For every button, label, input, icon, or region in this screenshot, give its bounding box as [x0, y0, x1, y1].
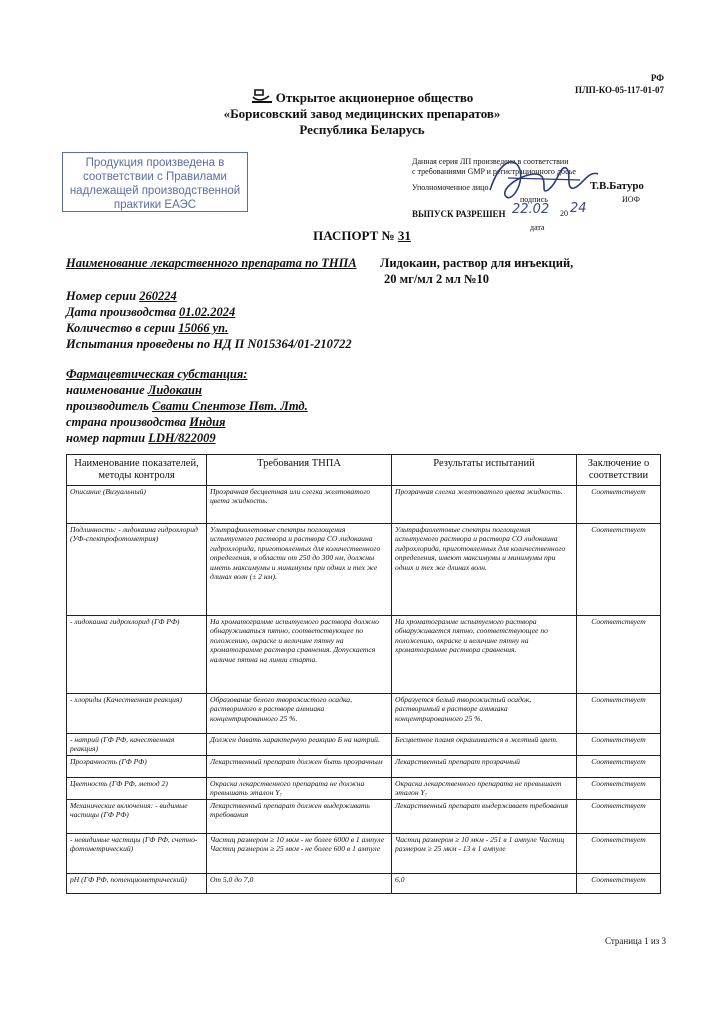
- gmp-stamp-line1: Продукция произведена в: [85, 157, 225, 169]
- cell-requirement: Образование белого творожистого осадка, растворимого в растворе аммиака концентрированного 25 %.: [207, 694, 392, 734]
- table-row: [67, 800, 661, 834]
- cell-conclusion: Соответствует: [577, 486, 661, 524]
- date-caption: дата: [530, 223, 545, 232]
- series-number-row: [66, 288, 177, 304]
- cell-conclusion: Соответствует: [577, 778, 661, 800]
- company-header-line1: Открытое акционерное общество: [275, 90, 474, 105]
- gmp-stamp-line4: практики ЕАЭС: [113, 199, 197, 211]
- passport-number: 31: [397, 228, 411, 243]
- cell-conclusion: Соответствует: [577, 800, 661, 834]
- header-requirements: Требования ТНПА: [207, 455, 392, 486]
- table-row: [67, 756, 661, 778]
- cell-indicator: pH (ГФ РФ, потенциометрический): [67, 874, 207, 894]
- test-results-table: [66, 454, 661, 894]
- company-logo-icon: [251, 88, 273, 104]
- gmp-stamp-line2: соответствии с Правилами: [83, 171, 227, 183]
- table-header-row: [67, 455, 661, 486]
- release-date-year-prefix: 20: [560, 209, 568, 218]
- cell-result: Лекарственный препарат выдерживает требования: [392, 800, 577, 834]
- cell-conclusion: Соответствует: [577, 874, 661, 894]
- cell-result: Частиц размером ≥ 10 мкм - 251 в 1 ампуле Частиц размером ≥ 25 мкм - 13 в 1 ампуле: [392, 834, 577, 874]
- cell-result: Бесцветное пламя окрашивается в желтый цвет.: [392, 734, 577, 756]
- cell-requirement: Прозрачная бесцветная или слегка желтоватого цвета жидкость.: [207, 486, 392, 524]
- cell-result: Ультрафиолетовые спектры поглощения испытуемого раствора и раствора СО лидокаина гидрохлорида, приготовленных для количественного определения, имеют максимумы и минимумы при одних и тех же длинах волн.: [392, 524, 577, 616]
- cell-conclusion: Соответствует: [577, 756, 661, 778]
- release-line2: с требованиями GMP и регистрационного досье: [412, 167, 576, 176]
- cell-indicator: - невидимые частицы (ГФ РФ, счетно-фотометрический): [67, 834, 207, 874]
- initials-caption: ИОФ: [622, 195, 640, 204]
- cell-result: 6,0: [392, 874, 577, 894]
- cell-conclusion: Соответствует: [577, 616, 661, 694]
- cell-conclusion: Соответствует: [577, 694, 661, 734]
- passport-title: [0, 228, 724, 244]
- substance-batch-row: [66, 430, 216, 446]
- header-indicators: Наименование показателей, методы контроля: [67, 455, 207, 486]
- cell-requirement: Окраска лекарственного препарата не должна превышать эталон Y₇: [207, 778, 392, 800]
- substance-batch-label: номер партии: [66, 431, 146, 445]
- header-results: Результаты испытаний: [392, 455, 577, 486]
- production-date-value: 01.02.2024: [179, 305, 236, 319]
- cell-conclusion: Соответствует: [577, 834, 661, 874]
- cell-indicator: - хлориды (Качественная реакция): [67, 694, 207, 734]
- table-row: [67, 734, 661, 756]
- substance-country-row: [66, 414, 225, 430]
- substance-heading: Фармацевтическая субстанция:: [66, 367, 248, 381]
- table-row: [67, 874, 661, 894]
- substance-country-value: Индия: [189, 415, 226, 429]
- quantity-row: [66, 320, 228, 336]
- cell-result: На хроматограмме испытуемого раствора обнаруживается пятно, соответствующее по положению, окраске и величине пятну на хроматограмме раствора сравнения.: [392, 616, 577, 694]
- table-row: [67, 524, 661, 616]
- cell-conclusion: Соответствует: [577, 734, 661, 756]
- cell-requirement: Лекарственный препарат должен выдерживать требования: [207, 800, 392, 834]
- header-conclusion: Заключение о соответствии: [577, 455, 661, 486]
- tests-performed-row: Испытания проведены по НД П N015364/01-210722: [66, 337, 352, 351]
- cell-requirement: От 5,0 до 7,0: [207, 874, 392, 894]
- production-date-label: Дата производства: [66, 305, 176, 319]
- substance-name-value: Лидокаин: [147, 383, 202, 397]
- substance-batch-value: LDH/822009: [148, 431, 216, 445]
- cell-indicator: Цветность (ГФ РФ, метод 2): [67, 778, 207, 800]
- signature-caption: подпись: [520, 195, 548, 204]
- substance-maker-value: Свати Спентозе Пвт. Лтд.: [152, 399, 308, 413]
- product-name-value: [380, 255, 640, 287]
- cell-requirement: Частиц размером ≥ 10 мкм - не более 6000 в 1 ампуле Частиц размером ≥ 25 мкм - не более 600 в 1 ампуле: [207, 834, 392, 874]
- cell-requirement: Лекарственный препарат должен быть прозрачным: [207, 756, 392, 778]
- cell-requirement: На хроматограмме испытуемого раствора должно обнаруживаться пятно, соответствующее по положению, окраске и величине пятну на хроматограмме раствора сравнения. Допускается наличие пятна на линии старта.: [207, 616, 392, 694]
- table-row: [67, 616, 661, 694]
- product-name-value-line1: Лидокаин, раствор для инъекций,: [380, 256, 574, 270]
- quantity-label: Количество в серии: [66, 321, 176, 335]
- series-number-value: 260224: [139, 289, 177, 303]
- document-code-line2: ПЛП-КО-05-117-01-07: [575, 85, 664, 95]
- cell-result: Лекарственный препарат прозрачный: [392, 756, 577, 778]
- cell-indicator: - натрий (ГФ РФ, качественная реакция): [67, 734, 207, 756]
- cell-indicator: Прозрачность (ГФ РФ): [67, 756, 207, 778]
- product-name-label: Наименование лекарственного препарата по ТНПА: [66, 256, 357, 270]
- page-number: Страница 1 из 3: [605, 936, 666, 946]
- substance-maker-label: производитель: [66, 399, 149, 413]
- table-row: [67, 834, 661, 874]
- release-line1: Данная серия ЛП произведена в соответствии: [412, 157, 569, 166]
- authorized-person-name: Т.В.Батуро: [590, 180, 644, 192]
- cell-indicator: Механические включения: - видимые частицы (ГФ РФ): [67, 800, 207, 834]
- cell-result: Окраска лекарственного препарата не превышает эталон Y₇: [392, 778, 577, 800]
- cell-requirement: Ультрафиолетовые спектры поглощения испытуемого раствора и раствора СО лидокаина гидрохлорида, приготовленных для количественного определения, в области от 250 до 300 нм, должны иметь максимумы и минимумы при одних и тех же длинах волн (± 2 нм).: [207, 524, 392, 616]
- cell-indicator: - лидокаина гидрохлорид (ГФ РФ): [67, 616, 207, 694]
- cell-result: Образуется белый творожистый осадок, растворимый в растворе аммиака концентрированного 25 %.: [392, 694, 577, 734]
- release-date-day: 22.02: [512, 202, 550, 217]
- cell-indicator: Подлинность: - лидокаина гидрохлорид (УФ-спектрофотометрия): [67, 524, 207, 616]
- substance-name-label: наименование: [66, 383, 145, 397]
- company-header-line3: Республика Беларусь: [299, 122, 425, 137]
- cell-requirement: Должен давать характерную реакцию Б на натрий.: [207, 734, 392, 756]
- table-row: [67, 486, 661, 524]
- production-date-row: [66, 304, 235, 320]
- table-row: [67, 778, 661, 800]
- company-header-line2: «Борисовский завод медицинских препаратов»: [223, 106, 501, 121]
- company-header: [0, 88, 724, 138]
- cell-conclusion: Соответствует: [577, 524, 661, 616]
- substance-country-label: страна производства: [66, 415, 187, 429]
- gmp-stamp: [62, 152, 248, 212]
- product-name-value-line2: 20 мг/мл 2 мл №10: [384, 272, 490, 286]
- cell-result: Прозрачная слегка желтоватого цвета жидкость.: [392, 486, 577, 524]
- substance-name-row: [66, 382, 202, 398]
- release-date-year-suffix: 24: [570, 201, 587, 216]
- series-number-label: Номер серии: [66, 289, 137, 303]
- authorized-person-label: Уполномоченное лицо: [412, 183, 489, 192]
- cell-indicator: Описание (Визуальный): [67, 486, 207, 524]
- quantity-value: 15066 уп.: [178, 321, 229, 335]
- release-permitted-label: ВЫПУСК РАЗРЕШЕН: [412, 209, 506, 219]
- gmp-stamp-line3: надлежащей производственной: [69, 185, 241, 197]
- document-code-line1: РФ: [650, 73, 664, 83]
- substance-maker-row: [66, 398, 308, 414]
- table-row: [67, 694, 661, 734]
- passport-title-text: ПАСПОРТ №: [313, 228, 395, 243]
